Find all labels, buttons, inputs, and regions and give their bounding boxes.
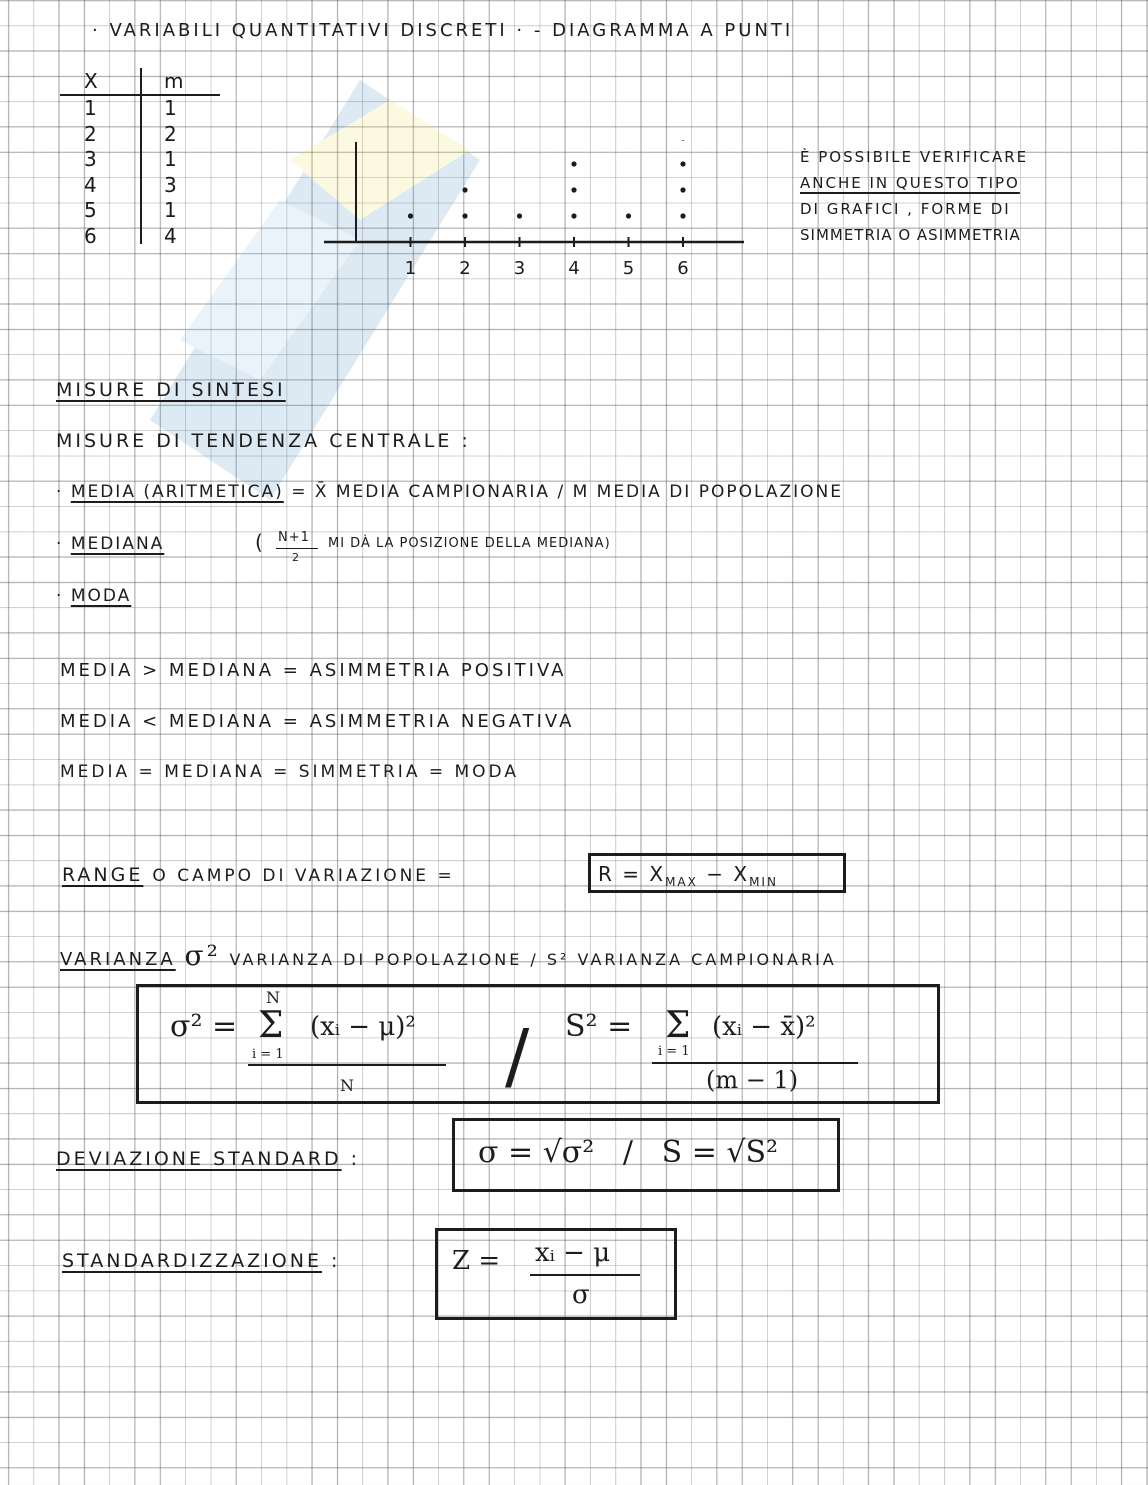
standardizzazione-line <box>62 1252 340 1271</box>
var-frac-bar-pop <box>248 1064 446 1066</box>
data-point <box>408 213 413 218</box>
x-tick-label: 5 <box>622 258 635 279</box>
range-max: MAX <box>665 875 698 889</box>
data-point <box>626 213 631 218</box>
var-frac-bar-samp <box>652 1062 858 1064</box>
side-note-line: È POSSIBILE VERIFICARE <box>800 148 1029 166</box>
data-point <box>462 187 467 192</box>
var-sum-top: N <box>266 988 280 1007</box>
z-den: σ <box>572 1280 590 1310</box>
data-point <box>680 213 685 218</box>
mediana-frac-bar <box>276 548 318 549</box>
side-note-line: DI GRAFICI , FORME DI <box>800 200 1011 218</box>
data-point <box>517 213 522 218</box>
x-tick-label: 6 <box>677 258 689 279</box>
media-text: = X̄ MEDIA CAMPIONARIA / Μ MEDIA DI POPOLAZIONE <box>291 482 843 502</box>
moda-label: MODA <box>70 586 132 606</box>
var-sum-sym: Σ <box>258 1005 284 1046</box>
section-title-tendenza-centrale: MISURE DI TENDENZA CENTRALE : <box>56 430 471 452</box>
cell-m: 1 <box>164 198 177 223</box>
moda-line <box>56 588 131 605</box>
data-point <box>462 213 467 218</box>
cell-m: 3 <box>164 172 177 197</box>
mediana-line <box>56 536 164 553</box>
var-den-samp: (m − 1) <box>706 1066 799 1094</box>
var-den-pop: N <box>340 1076 354 1095</box>
range-line <box>62 866 455 885</box>
header-m: m <box>164 68 184 93</box>
var-sum-sym-samp: Σ <box>665 1005 691 1046</box>
cell-x: 4 <box>84 172 97 197</box>
cell-x: 1 <box>84 96 97 121</box>
dot-plot <box>320 140 760 290</box>
page-title: · VARIABILI QUANTITATIVI DISCRETI · - DIAGRAMMA A PUNTI <box>92 20 794 41</box>
var-lhs-samp: S² = <box>565 1009 633 1044</box>
relation-line: MEDIA = MEDIANA = SIMMETRIA = MODA <box>60 762 519 782</box>
bullet: · <box>56 586 64 606</box>
dev-std-line <box>56 1150 360 1169</box>
mediana-frac-den: 2 <box>292 551 300 564</box>
media-line <box>56 484 843 501</box>
media-label: MEDIA (ARITMETICA) <box>70 482 284 502</box>
mediana-frac-num: N+1 <box>278 530 310 545</box>
side-note-line: SIMMETRIA O ASIMMETRIA <box>800 226 1021 244</box>
varianza-line <box>60 939 837 972</box>
x-tick-label: 4 <box>568 258 580 279</box>
cell-x: 3 <box>84 147 97 172</box>
standardizzazione-label: STANDARDIZZAZIONE <box>62 1250 322 1272</box>
data-point <box>680 161 685 166</box>
range-text: O CAMPO DI VARIAZIONE = <box>152 866 455 886</box>
cell-x: 6 <box>84 223 97 248</box>
dev-std-formula: σ = √σ² / S = √S² <box>478 1135 779 1170</box>
z-num: xᵢ − μ <box>535 1238 611 1268</box>
dev-std-colon: : <box>350 1148 361 1170</box>
side-note-line: ANCHE IN QUESTO TIPO <box>800 174 1020 192</box>
bullet: · <box>56 482 64 502</box>
data-point <box>571 187 576 192</box>
mediana-paren: ( <box>255 530 266 554</box>
varianza-text: VARIANZA DI POPOLAZIONE / S² VARIANZA CAMPIONARIA <box>229 950 837 969</box>
data-point <box>571 161 576 166</box>
relation-line: MEDIA > MEDIANA = ASIMMETRIA POSITIVA <box>60 660 567 681</box>
x-tick-label: 3 <box>513 258 526 279</box>
cell-m: 1 <box>164 96 177 121</box>
var-num-samp: (xᵢ − x̄)² <box>712 1012 816 1042</box>
range-formula <box>598 864 778 888</box>
var-sum-bottom-samp: i = 1 <box>658 1044 690 1059</box>
varianza-sigma: σ² <box>184 939 221 972</box>
cell-x: 2 <box>84 121 97 146</box>
table-divider <box>140 68 142 244</box>
cell-m: 1 <box>164 147 177 172</box>
mediana-text: MI DÀ LA POSIZIONE DELLA MEDIANA) <box>328 536 611 551</box>
var-lhs-pop: σ² = <box>170 1009 238 1044</box>
data-point <box>571 213 576 218</box>
x-tick-label: 1 <box>404 258 417 279</box>
range-r: R = X <box>598 862 666 886</box>
var-sum-bottom: i = 1 <box>252 1047 284 1062</box>
cell-x: 5 <box>84 198 97 223</box>
relation-line: MEDIA < MEDIANA = ASIMMETRIA NEGATIVA <box>60 711 575 732</box>
range-minus: − X <box>697 862 750 886</box>
section-title-misure-sintesi: MISURE DI SINTESI <box>56 379 286 401</box>
data-point <box>680 187 685 192</box>
cell-m: 2 <box>164 121 177 146</box>
z-lhs: Z = <box>452 1246 501 1276</box>
dev-std-label: DEVIAZIONE STANDARD <box>56 1148 342 1170</box>
varianza-label: VARIANZA <box>60 949 176 970</box>
range-label: RANGE <box>62 864 144 886</box>
x-tick-label: 2 <box>459 258 471 279</box>
range-min: MIN <box>749 875 778 889</box>
z-frac-bar <box>530 1274 640 1276</box>
cell-m: 4 <box>164 223 177 248</box>
variance-formula-box <box>136 984 940 1104</box>
header-x: X <box>84 68 98 93</box>
standardizzazione-colon: : <box>331 1250 341 1272</box>
data-point <box>680 140 685 141</box>
var-num-pop: (xᵢ − μ)² <box>310 1012 416 1042</box>
bullet: · <box>56 534 64 554</box>
mediana-label: MEDIANA <box>70 534 165 554</box>
var-slash: / <box>505 1014 530 1098</box>
